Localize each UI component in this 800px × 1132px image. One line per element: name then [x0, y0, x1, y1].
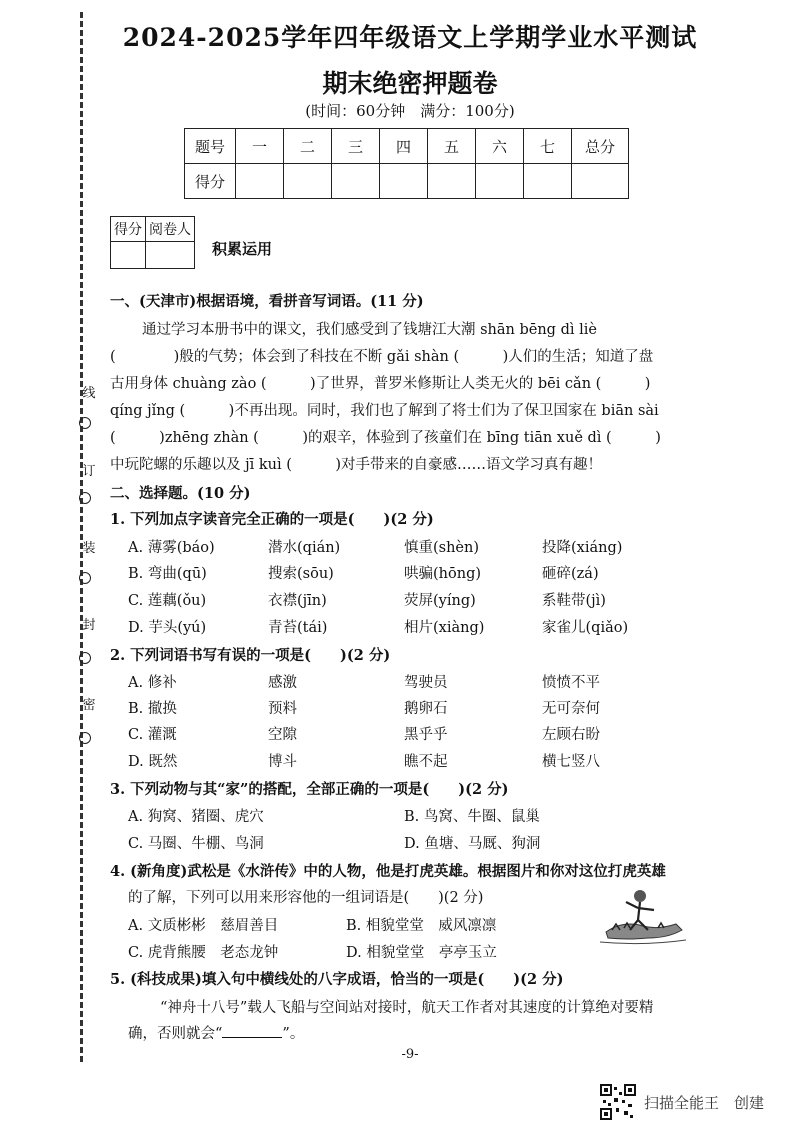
binding-hole-icon — [79, 732, 91, 744]
section-title: 积累运用 — [212, 240, 273, 258]
option-word: 横七竖八 — [542, 754, 600, 770]
option[interactable]: B. 弯曲(qū) — [128, 566, 207, 582]
option-word: 青苔(tái) — [268, 620, 328, 636]
footer-text: 扫描全能王 创建 — [644, 1093, 765, 1112]
score-table-header-row — [185, 129, 629, 164]
option-word: 哄骗(hōng) — [404, 566, 482, 582]
option[interactable]: D. 鱼塘、马厩、狗洞 — [404, 836, 541, 852]
option-word: 鹅卵石 — [404, 701, 448, 717]
option[interactable]: B. 相貌堂堂 威风凛凛 — [346, 918, 497, 934]
score-cell: 四 — [380, 129, 428, 164]
grader-score-label: 得分 — [111, 217, 146, 242]
q1-text-line: ( )般的气势；体会到了科技在不断 gǎi shàn ( )人们的生活；知道了盘 — [110, 349, 654, 365]
option[interactable]: C. 马圈、牛棚、鸟洞 — [128, 836, 264, 852]
option-word: 空隙 — [268, 727, 297, 743]
exam-subtitle — [100, 64, 720, 100]
grader-name-cell[interactable] — [146, 242, 195, 269]
exam-meta: (时间：60分钟 满分：100分) — [305, 102, 515, 120]
binding-mark: 封 — [82, 618, 96, 633]
score-cell: 五 — [428, 129, 476, 164]
q2-heading: 二、选择题。(10 分) — [110, 485, 251, 502]
score-cell: 总分 — [572, 129, 629, 164]
page-number: -9- — [401, 1047, 419, 1062]
option[interactable]: A. 薄雾(báo) — [128, 540, 215, 556]
q1-heading: 一、(天津市)根据语境，看拼音写词语。(11 分) — [110, 293, 424, 310]
q2-5-text-post: ”。 — [282, 1026, 305, 1042]
q2-3-stem: 3. 下列动物与其“家”的搭配，全部正确的一项是( )(2 分) — [110, 781, 509, 798]
option[interactable]: C. 莲藕(ǒu) — [128, 593, 207, 609]
score-input-cell[interactable] — [236, 164, 284, 199]
score-cell: 一 — [236, 129, 284, 164]
q2-5-text-cont — [128, 1022, 304, 1043]
q2-2-stem: 2. 下列词语书写有误的一项是( )(2 分) — [110, 647, 391, 664]
binding-hole-icon — [79, 652, 91, 664]
option-word: 预料 — [268, 701, 297, 717]
scanner-footer — [600, 1084, 764, 1120]
q2-5-stem: 5. (科技成果)填入句中横线处的八字成语，恰当的一项是( )(2 分) — [110, 971, 564, 988]
option-word: 投降(xiáng) — [542, 540, 623, 556]
option-word: 潜水(qián) — [268, 540, 341, 556]
q2-5-text-pre: 确，否则就会“ — [128, 1026, 223, 1042]
score-table-score-row — [185, 164, 629, 199]
option-word: 系鞋带(jì) — [542, 593, 606, 609]
score-cell: 七 — [524, 129, 572, 164]
q2-4-stem-cont: 的了解，下列可以用来形容他的一组词语是( )(2 分) — [128, 890, 484, 906]
binding-hole-icon — [79, 492, 91, 504]
q2-5-text: “神舟十八号”载人飞船与空间站对接时，航天工作者对其速度的计算绝对要精 — [160, 1000, 654, 1016]
score-input-cell[interactable] — [380, 164, 428, 199]
option-word: 驾驶员 — [404, 675, 448, 691]
option[interactable]: C. 虎背熊腰 老态龙钟 — [128, 945, 279, 961]
q1-text-line: qíng jǐng ( )不再出现。同时，我们也了解到了将士们为了保卫国家在 biān sài — [110, 403, 659, 419]
binding-mark: 订 — [82, 464, 96, 479]
qr-code-icon — [600, 1084, 636, 1120]
binding-hole-icon — [79, 572, 91, 584]
option[interactable]: A. 狗窝、猪圈、虎穴 — [128, 809, 264, 825]
binding-mark: 装 — [82, 541, 96, 556]
q1-text-line: ( )zhēng zhàn ( )的艰辛，体验到了孩童们在 bīng tiān xuě dì ( ) — [110, 430, 661, 446]
score-cell: 二 — [284, 129, 332, 164]
score-cell: 六 — [476, 129, 524, 164]
binding-mark: 密 — [82, 698, 96, 713]
answer-blank[interactable] — [222, 1037, 282, 1038]
score-input-cell[interactable] — [428, 164, 476, 199]
option[interactable]: C. 灌溉 — [128, 727, 177, 743]
option-word: 感激 — [268, 675, 297, 691]
option-word: 家雀儿(qiǎo) — [542, 620, 629, 636]
option-word: 瞧不起 — [404, 754, 448, 770]
option-word: 相片(xiàng) — [404, 620, 485, 636]
score-input-cell[interactable] — [284, 164, 332, 199]
binding-margin — [80, 12, 103, 1062]
score-input-cell[interactable] — [332, 164, 380, 199]
option-word: 左顾右盼 — [542, 727, 600, 743]
option-word: 荧屏(yíng) — [404, 593, 476, 609]
grader-name-label: 阅卷人 — [146, 217, 195, 242]
q1-text-line: 古用身体 chuàng zào ( )了世界，普罗米修斯让人类无火的 bēi cǎn ( ) — [110, 376, 651, 392]
score-input-cell[interactable] — [572, 164, 629, 199]
score-cell: 得分 — [185, 164, 236, 199]
wusong-tiger-illustration — [598, 880, 688, 950]
score-input-cell[interactable] — [524, 164, 572, 199]
score-cell: 题号 — [185, 129, 236, 164]
option-word: 砸碎(zá) — [542, 566, 599, 582]
exam-title: 2024-2025学年四年级语文上学期学业水平测试 — [122, 23, 698, 52]
grader-score-cell[interactable] — [111, 242, 146, 269]
option-word: 搜索(sōu) — [268, 566, 334, 582]
option-word: 慎重(shèn) — [404, 540, 480, 556]
subtitle-text: 期末绝密押题卷 — [322, 69, 498, 98]
option[interactable]: D. 相貌堂堂 亭亭玉立 — [346, 945, 497, 961]
option[interactable]: D. 芋头(yú) — [128, 620, 207, 636]
grader-box — [110, 216, 195, 269]
score-input-cell[interactable] — [476, 164, 524, 199]
option[interactable]: D. 既然 — [128, 754, 178, 770]
q1-text-line: 通过学习本册书中的课文，我们感受到了钱塘江大潮 shān bēng dì liè — [142, 322, 597, 338]
binding-hole-icon — [79, 417, 91, 429]
score-cell: 三 — [332, 129, 380, 164]
option-word: 黑乎乎 — [404, 727, 448, 743]
q2-4-stem: 4. (新角度)武松是《水浒传》中的人物，他是打虎英雄。根据图片和你对这位打虎英雄 — [110, 863, 666, 880]
option-word: 无可奈何 — [542, 701, 600, 717]
option-word: 衣襟(jīn) — [268, 593, 327, 609]
option[interactable]: B. 鸟窝、牛圈、鼠巢 — [404, 809, 540, 825]
option-word: 博斗 — [268, 754, 297, 770]
option-word: 愤愤不平 — [542, 675, 600, 691]
score-table — [184, 128, 629, 199]
option[interactable]: A. 文质彬彬 慈眉善目 — [128, 918, 279, 934]
binding-mark: 线 — [82, 386, 96, 401]
option[interactable]: B. 撤换 — [128, 701, 177, 717]
option[interactable]: A. 修补 — [128, 675, 177, 691]
q1-text-line: 中玩陀螺的乐趣以及 jī kuì ( )对手带来的自豪感……语文学习真有趣！ — [110, 457, 603, 473]
q2-1-stem: 1. 下列加点字读音完全正确的一项是( )(2 分) — [110, 511, 434, 528]
